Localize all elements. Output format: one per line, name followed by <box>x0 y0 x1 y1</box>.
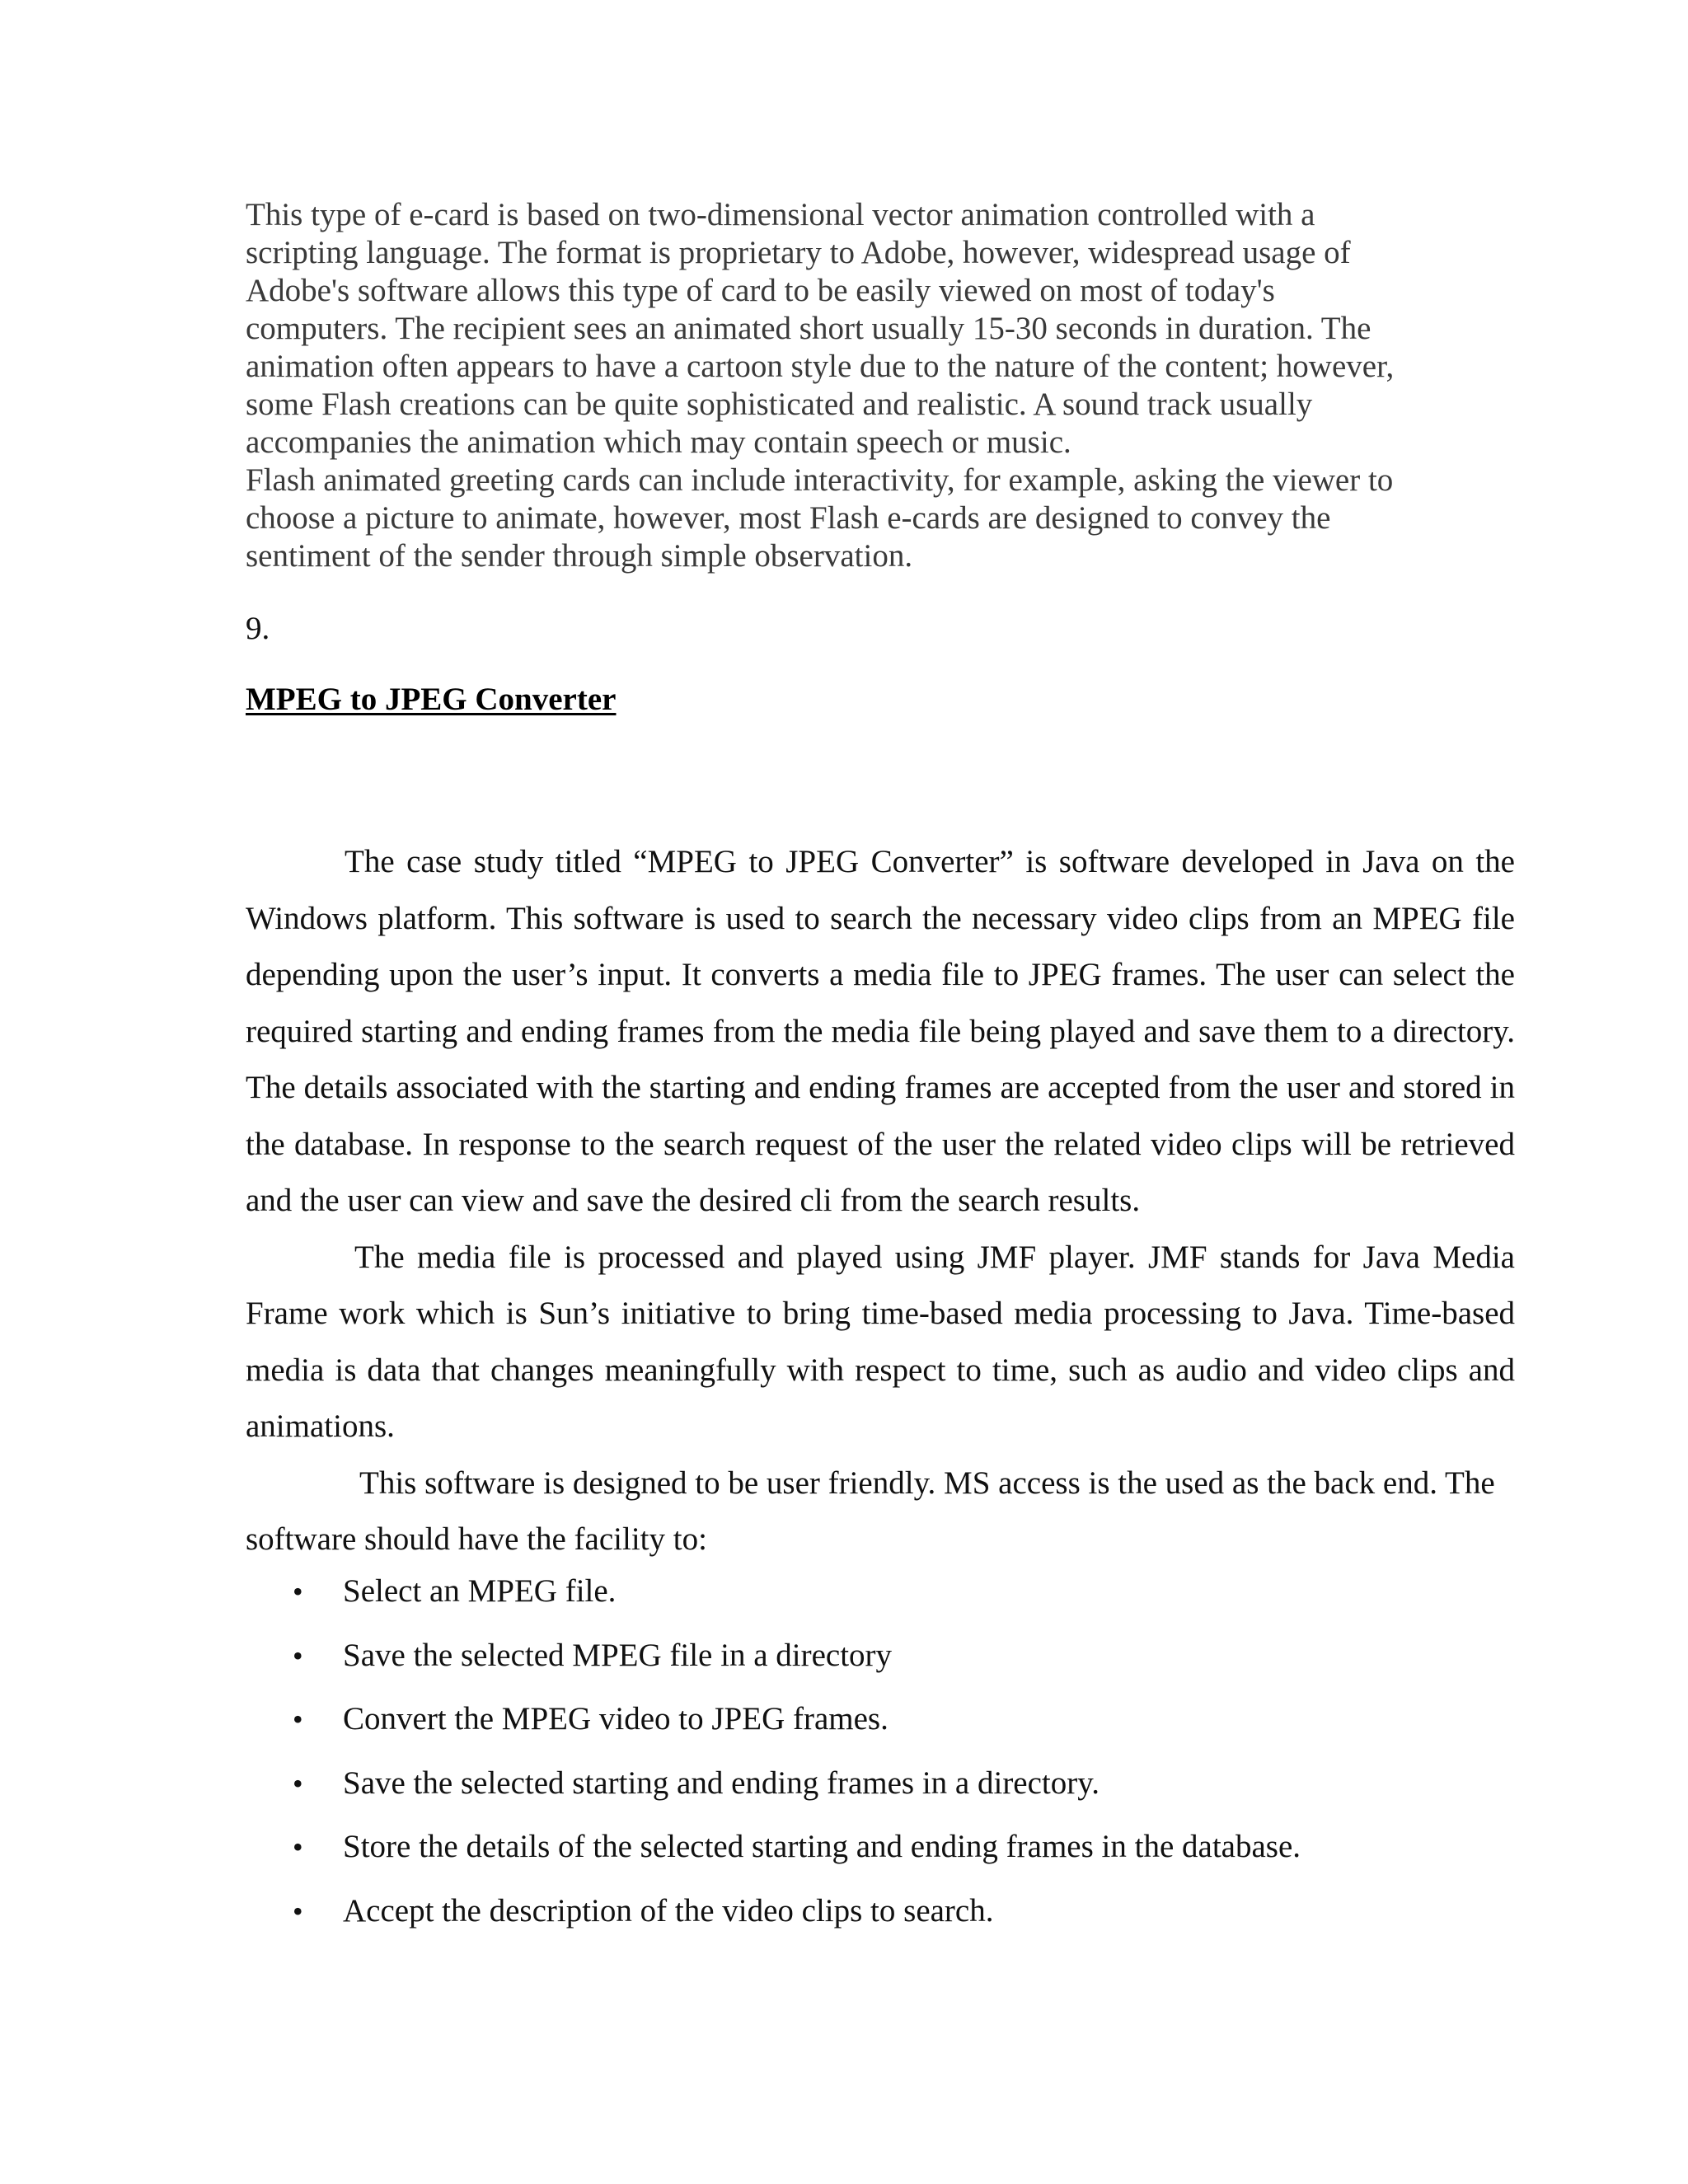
intro-line: accompanies the animation which may contain speech or music. <box>246 424 1071 460</box>
intro-line: choose a picture to animate, however, most Flash e-cards are designed to convey the <box>246 500 1331 536</box>
bullet-icon: • <box>293 1638 303 1672</box>
list-item <box>246 1570 1531 1634</box>
intro-line: This type of e-card is based on two-dimensional vector animation controlled with a <box>246 197 1315 232</box>
list-item <box>246 1762 1531 1826</box>
intro-line: scripting language. The format is proprietary to Adobe, however, widespread usage of <box>246 235 1351 270</box>
intro-line: some Flash creations can be quite sophisticated and realistic. A sound track usually <box>246 387 1313 422</box>
bullet-icon: • <box>293 1830 303 1864</box>
intro-line: Adobe's software allows this type of card to be easily viewed on most of today's <box>246 273 1275 308</box>
bullet-icon: • <box>293 1575 303 1608</box>
intro-line: animation often appears to have a cartoon style due to the nature of the content; however, <box>246 349 1395 384</box>
list-item <box>246 1634 1531 1699</box>
list-item-text: Convert the MPEG video to JPEG frames. <box>343 1701 889 1737</box>
list-item-text: Select an MPEG file. <box>343 1573 617 1609</box>
list-item <box>246 1890 1531 1954</box>
list-item <box>246 1825 1531 1890</box>
intro-line: sentiment of the sender through simple observation. <box>246 538 913 574</box>
bullet-icon: • <box>293 1703 303 1736</box>
intro-paragraph <box>246 196 1531 575</box>
section-title: MPEG to JPEG Converter <box>246 682 617 717</box>
body-paragraph-jmf: The media file is processed and played using JMF player. JMF stands for Java Media Frame work which is Sun’s initiative to bring time-based media processing to Java. Time-based media is data that changes meaningfully with respect to time, such as audio and video clips and animations. <box>246 1239 1515 1444</box>
list-item <box>246 1698 1531 1762</box>
facility-list <box>246 1570 1531 1954</box>
list-item-text: Accept the description of the video clips to search. <box>343 1892 994 1929</box>
list-item-text: Save the selected starting and ending frames in a directory. <box>343 1765 1100 1801</box>
intro-line: computers. The recipient sees an animated short usually 15-30 seconds in duration. The <box>246 311 1372 346</box>
bullet-icon: • <box>293 1894 303 1928</box>
list-item-text: Store the details of the selected starting and ending frames in the database. <box>343 1829 1301 1865</box>
intro-line: Flash animated greeting cards can include interactivity, for example, asking the viewer to <box>246 462 1394 498</box>
body-paragraph-overview: The case study titled “MPEG to JPEG Converter” is software developed in Java on the Windows platform. This software is used to search the necessary video clips from an MPEG file depending upon the user’s input. It converts a media file to JPEG frames. The user can select the required starting and ending frames from the media file being played and save them to a directory. The details associated with the starting and ending frames are accepted from the user and stored in the database. In response to the search request of the user the related video clips will be retrieved and the user can view and save the desired cli from the search results. <box>246 844 1515 1218</box>
list-item-text: Save the selected MPEG file in a directory <box>343 1637 893 1673</box>
bullet-icon: • <box>293 1766 303 1800</box>
body-paragraph-facilities: This software is designed to be user friendly. MS access is the used as the back end. The software should have the facility to: <box>246 1465 1495 1557</box>
section-number: 9. <box>246 611 270 646</box>
case-study-body <box>246 834 1515 1568</box>
